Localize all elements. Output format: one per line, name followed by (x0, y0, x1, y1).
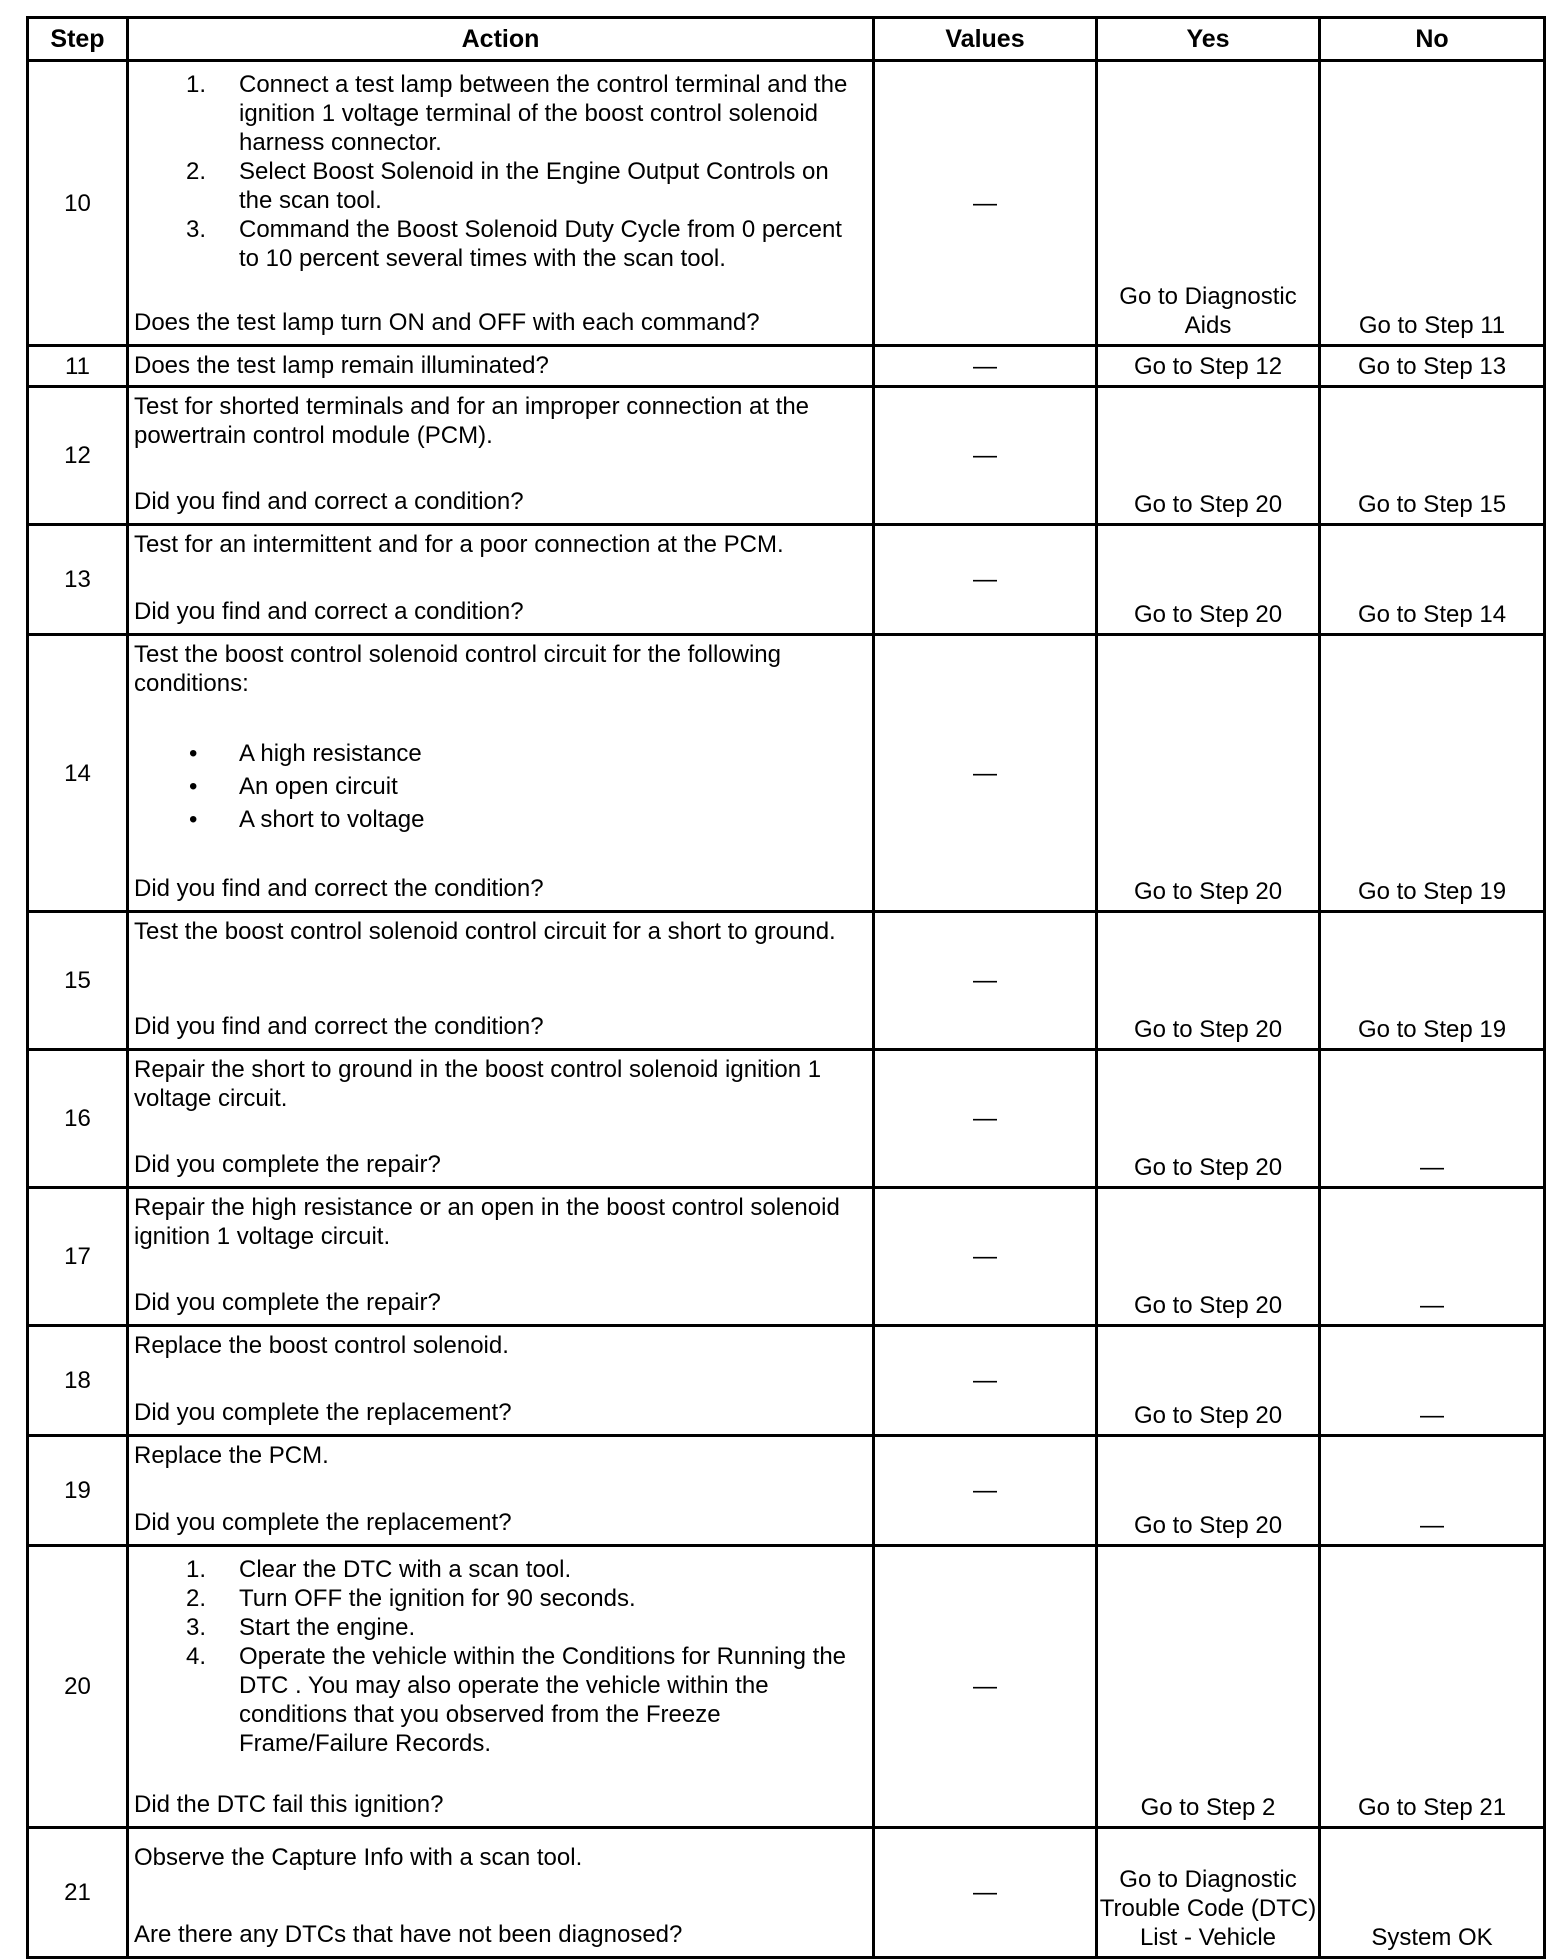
step-number: 10 (28, 61, 128, 346)
value-cell: — (874, 1828, 1097, 1958)
action-text: Replace the boost control solenoid. (134, 1332, 509, 1359)
yes-cell: Go to Step 20 (1097, 1050, 1320, 1188)
action-cell (128, 1436, 874, 1546)
action-cell (128, 1828, 874, 1958)
numbered-steps (134, 1555, 864, 1758)
action-question: Did you find and correct a condition? (134, 598, 524, 625)
action-text: Replace the PCM. (134, 1442, 329, 1469)
value-cell: — (874, 1436, 1097, 1546)
action-question: Did you complete the replacement? (134, 1399, 512, 1426)
value-cell: — (874, 635, 1097, 912)
step-number: 20 (28, 1546, 128, 1828)
value-cell: — (874, 1326, 1097, 1436)
table-row (28, 346, 1545, 387)
step-number: 11 (28, 346, 128, 387)
table-row (28, 1050, 1545, 1188)
header-no: No (1320, 18, 1545, 61)
yes-cell: Go to Diagnostic Trouble Code (DTC) List - Vehicle (1097, 1828, 1320, 1958)
list-item: • An open circuit (189, 772, 398, 800)
action-cell (128, 1188, 874, 1326)
action-cell (128, 61, 874, 346)
table-row (28, 61, 1545, 346)
action-text: Test for an intermittent and for a poor connection at the PCM. (134, 531, 784, 558)
value-cell: — (874, 1546, 1097, 1828)
step-number: 17 (28, 1188, 128, 1326)
action-text: Test the boost control solenoid control circuit for a short to ground. (134, 918, 836, 945)
yes-cell: Go to Diagnostic Aids (1097, 61, 1320, 346)
value-cell: — (874, 525, 1097, 635)
yes-cell: Go to Step 20 (1097, 1326, 1320, 1436)
yes-cell: Go to Step 20 (1097, 525, 1320, 635)
action-question: Did you find and correct a condition? (134, 488, 524, 515)
action-text: Test the boost control solenoid control circuit for the following conditions: (134, 641, 782, 697)
step-number: 15 (28, 912, 128, 1050)
table-row (28, 525, 1545, 635)
header-yes: Yes (1097, 18, 1320, 61)
step-number: 18 (28, 1326, 128, 1436)
header-values: Values (874, 18, 1097, 61)
list-item: 3. Start the engine. (186, 1614, 416, 1641)
table-row (28, 1188, 1545, 1326)
no-cell: Go to Step 11 (1320, 61, 1545, 346)
list-item: 2. Turn OFF the ignition for 90 seconds. (186, 1585, 636, 1612)
action-cell (128, 912, 874, 1050)
table-row (28, 1546, 1545, 1828)
no-cell: — (1320, 1050, 1545, 1188)
action-question: Did you complete the repair? (134, 1289, 441, 1316)
numbered-steps (134, 70, 864, 273)
value-cell: — (874, 1050, 1097, 1188)
table-row (28, 912, 1545, 1050)
no-cell: Go to Step 15 (1320, 387, 1545, 525)
action-cell (128, 525, 874, 635)
value-cell: — (874, 346, 1097, 387)
no-cell: Go to Step 13 (1320, 346, 1545, 387)
table-row (28, 635, 1545, 912)
step-number: 21 (28, 1828, 128, 1958)
table-row (28, 1828, 1545, 1958)
table-row (28, 1436, 1545, 1546)
action-cell (128, 635, 874, 912)
step-number: 13 (28, 525, 128, 635)
step-number: 16 (28, 1050, 128, 1188)
step-number: 14 (28, 635, 128, 912)
action-question: Does the test lamp remain illuminated? (134, 352, 549, 379)
list-item: 3. Command the Boost Solenoid Duty Cycle from 0 percent to 10 percent several times with the scan tool. (186, 216, 842, 272)
action-question: Did you complete the repair? (134, 1151, 441, 1178)
action-question: Are there any DTCs that have not been diagnosed? (134, 1921, 683, 1948)
step-number: 12 (28, 387, 128, 525)
action-text: Repair the high resistance or an open in the boost control solenoid ignition 1 voltage circuit. (134, 1194, 840, 1250)
action-text: Test for shorted terminals and for an improper connection at the powertrain control module (PCM). (134, 393, 810, 449)
no-cell: Go to Step 14 (1320, 525, 1545, 635)
no-cell: System OK (1320, 1828, 1545, 1958)
value-cell: — (874, 1188, 1097, 1326)
list-item: • A high resistance (189, 739, 422, 767)
action-cell (128, 1546, 874, 1828)
action-cell (128, 346, 874, 387)
list-item: 2. Select Boost Solenoid in the Engine Output Controls on the scan tool. (186, 158, 829, 214)
action-cell (128, 1326, 874, 1436)
list-item: 1. Connect a test lamp between the control terminal and the ignition 1 voltage terminal of the boost control solenoid harness connector. (186, 71, 848, 156)
action-question: Did you find and correct the condition? (134, 1013, 544, 1040)
action-question: Did you find and correct the condition? (134, 875, 544, 902)
action-text: Observe the Capture Info with a scan tool. (134, 1844, 583, 1871)
no-cell: Go to Step 19 (1320, 635, 1545, 912)
header-step: Step (28, 18, 128, 61)
action-cell (128, 1050, 874, 1188)
yes-cell: Go to Step 20 (1097, 387, 1320, 525)
diagnostic-table (26, 16, 1546, 1959)
header-action: Action (128, 18, 874, 61)
list-item: 4. Operate the vehicle within the Conditions for Running the DTC . You may also operate the vehicle within the conditions that you observed from the Freeze Frame/Failure Records. (186, 1643, 847, 1757)
action-question: Did the DTC fail this ignition? (134, 1791, 444, 1818)
no-cell: Go to Step 21 (1320, 1546, 1545, 1828)
value-cell: — (874, 387, 1097, 525)
yes-cell: Go to Step 20 (1097, 912, 1320, 1050)
value-cell: — (874, 61, 1097, 346)
list-item: 1. Clear the DTC with a scan tool. (186, 1556, 572, 1583)
action-question: Did you complete the replacement? (134, 1509, 512, 1536)
list-item: • A short to voltage (189, 805, 425, 833)
action-question: Does the test lamp turn ON and OFF with each command? (134, 309, 760, 336)
yes-cell: Go to Step 20 (1097, 1436, 1320, 1546)
action-text: Repair the short to ground in the boost control solenoid ignition 1 voltage circuit. (134, 1056, 822, 1112)
yes-cell: Go to Step 20 (1097, 1188, 1320, 1326)
condition-list (134, 737, 864, 836)
no-cell: Go to Step 19 (1320, 912, 1545, 1050)
table-row (28, 1326, 1545, 1436)
yes-cell: Go to Step 20 (1097, 635, 1320, 912)
value-cell: — (874, 912, 1097, 1050)
action-cell (128, 387, 874, 525)
step-number: 19 (28, 1436, 128, 1546)
yes-cell: Go to Step 12 (1097, 346, 1320, 387)
header-row (28, 18, 1545, 61)
yes-cell: Go to Step 2 (1097, 1546, 1320, 1828)
no-cell: — (1320, 1436, 1545, 1546)
no-cell: — (1320, 1326, 1545, 1436)
table-row (28, 387, 1545, 525)
no-cell: — (1320, 1188, 1545, 1326)
